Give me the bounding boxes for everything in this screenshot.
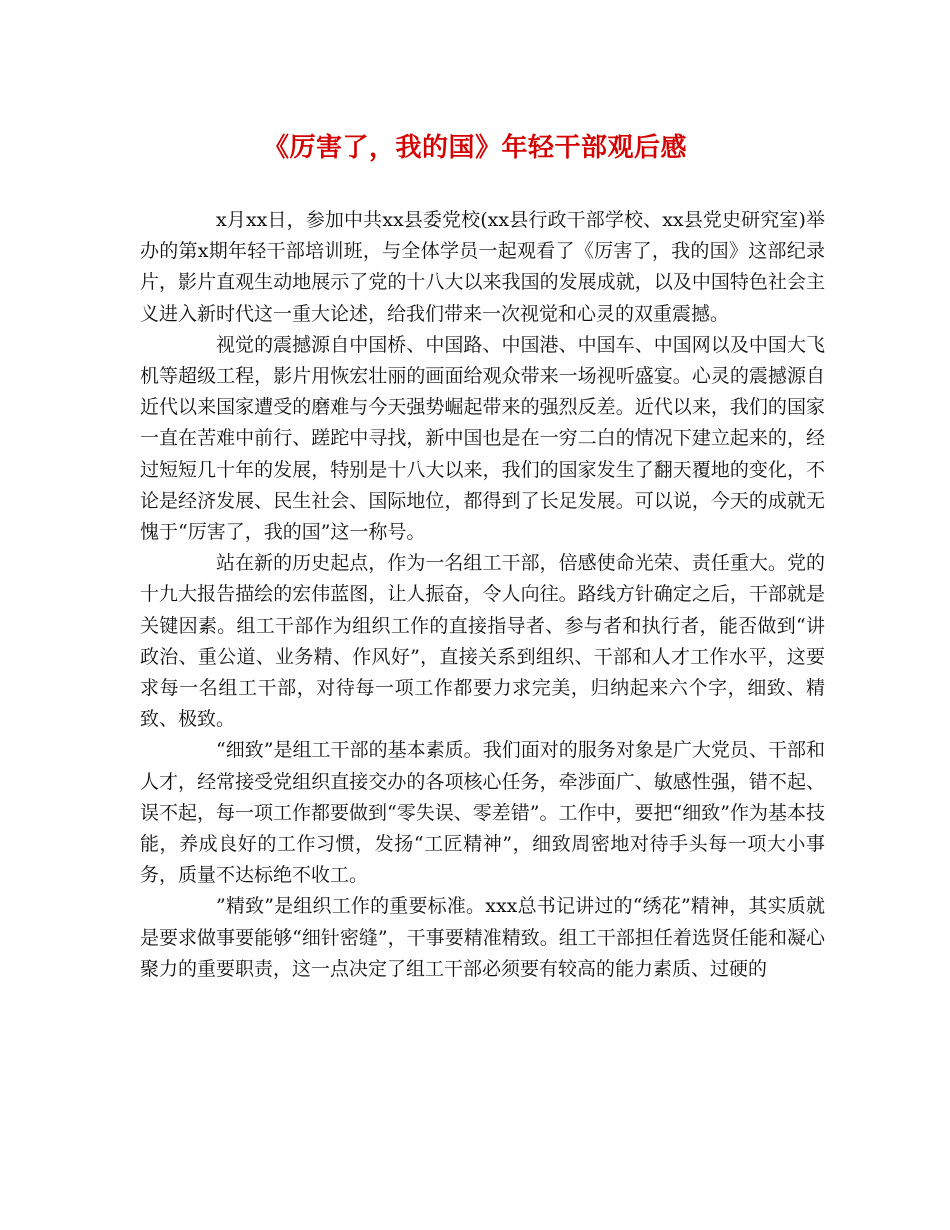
paragraph-4: “细致”是组工干部的基本素质。我们面对的服务对象是广大党员、干部和人才，经常接受党组织直接交办的各项核心任务，牵涉面广、敏感性强，错不起、误不起，每一项工作都要做到“零失误、零差错”。工作中，要把“细致”作为基本技能，养成良好的工作习惯，发扬“工匠精神”，细致周密地对待手头每一项大小事务，质量不达标绝不收工。 xyxy=(140,739,825,887)
paragraph-5: ”精致”是组织工作的重要标准。xxx总书记讲过的“绣花”精神，其实质就是要求做事要能够“细针密缝”，干事要精准精致。组工干部担任着选贤任能和凝心聚力的重要职责，这一点决定了组工干部必须要有较高的能力素质、过硬的 xyxy=(140,895,825,980)
paragraph-2: 视觉的震撼源自中国桥、中国路、中国港、中国车、中国网以及中国大飞机等超级工程，影片用恢宏壮丽的画面给观众带来一场视听盛宴。心灵的震撼源自近代以来国家遭受的磨难与今天强势崛起带来的强烈反差。近代以来，我们的国家一直在苦难中前行、蹉跎中寻找，新中国也是在一穷二白的情况下建立起来的，经过短短几十年的发展，特别是十八大以来，我们的国家发生了翻天覆地的变化，不论是经济发展、民生社会、国际地位，都得到了长足发展。可以说，今天的成就无愧于“厉害了，我的国”这一称号。 xyxy=(140,333,825,544)
paragraph-3: 站在新的历史起点，作为一名组工干部，倍感使命光荣、责任重大。党的十九大报告描绘的宏伟蓝图，让人振奋，令人向往。路线方针确定之后，干部就是关键因素。组工干部作为组织工作的直接指导者、参与者和执行者，能否做到“讲政治、重公道、业务精、作风好”，直接关系到组织、干部和人才工作水平，这要求每一名组工干部，对待每一项工作都要力求完美，归纳起来六个字，细致、精致、极致。 xyxy=(140,552,825,731)
document-title: 《厉害了，我的国》年轻干部观后感 xyxy=(262,133,687,163)
document-body xyxy=(140,205,825,985)
paragraph-1: x月xx日，参加中共xx县委党校(xx县行政干部学校、xx县党史研究室)举办的第x期年轻干部培训班，与全体学员一起观看了《厉害了，我的国》这部纪录片，影片直观生动地展示了党的十八大以来我国的发展成就，以及中国特色社会主义进入新时代这一重大论述，给我们带来一次视觉和心灵的双重震撼。 xyxy=(140,209,825,325)
